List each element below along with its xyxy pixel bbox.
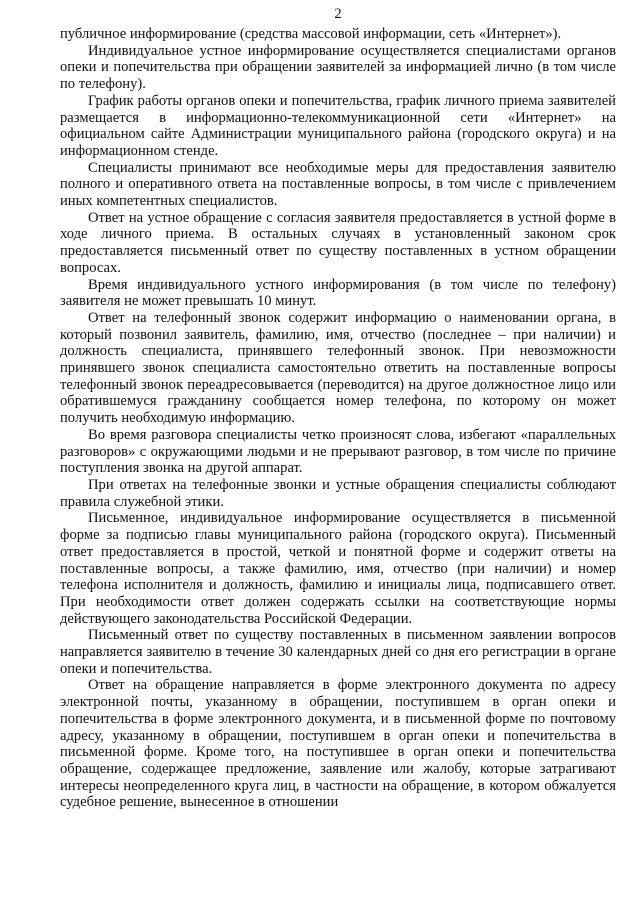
paragraph-oral-request-answer: Ответ на устное обращение с согласия заявителя предоставляется в устной форме в ходе личного приема. В остальных случаях в установленный законом срок предоставляется письменный ответ по существу поставленных в устном обращении вопросах.: [60, 209, 616, 276]
paragraph-public-informing: публичное информирование (средства массовой информации, сеть «Интернет»).: [60, 26, 562, 42]
paragraph-individual-oral: Индивидуальное устное информирование осуществляется специалистами органов опеки и попечительства при обращении заявителей за информацией лично (в том числе по телефону).: [60, 42, 616, 93]
paragraph-written-answer-term: Письменный ответ по существу поставленных в письменном заявлении вопросов направляется заявителю в течение 30 календарных дней со дня его регистрации в органе опеки и попечительства.: [60, 627, 616, 677]
paragraph-specialists-measures: Специалисты принимают все необходимые меры для предоставления заявителю полного и оперативного ответа на поставленные вопросы, в том числе с привлечением иных компетентных специалистов.: [60, 159, 616, 210]
paragraph-informing-time: Время индивидуального устного информирования (в том числе по телефону) заявителя не может превышать 10 минут.: [60, 276, 616, 310]
paragraph-service-ethics: При ответах на телефонные звонки и устные обращения специалисты соблюдают правила служебной этики.: [60, 476, 616, 510]
paragraph-phone-call-answer: Ответ на телефонный звонок содержит информацию о наименовании органа, в который позвонил заявитель, фамилию, имя, отчество (последнее – при наличии) и должность специалиста, принявшего телефонный звонок. При невозможности принявшего звонок специалиста самостоятельно ответить на поставленные вопросы телефонный звонок переадресовывается (переводится) на другое должностное лицо или обратившемуся гражданину сообщается номер телефона, по которому он может получить необходимую информацию.: [60, 309, 616, 427]
document-page: [60, 6, 616, 811]
paragraph-written-informing: Письменное, индивидуальное информирование осуществляется в письменной форме за подписью главы муниципального района (городского округа). Письменный ответ предоставляется в простой, четкой и понятной форме и содержит ответы на поставленные вопросы, а также фамилию, имя, отчество (при наличии) и номер телефона исполнителя и должность, фамилию и инициалы лица, подписавшего ответ. При необходимости ответ должен содержать ссылки на соответствующие нормы действующего законодательства Российской Федерации.: [60, 510, 616, 627]
paragraph-electronic-answer: Ответ на обращение направляется в форме электронного документа по адресу электронной почты, указанному в обращении, поступившем в орган опеки и попечительства в форме электронного документа, и в письменной форме по почтовому адресу, указанному в обращении, поступившем в орган опеки и попечительства в письменной форме. Кроме того, на поступившее в орган опеки и попечительства обращение, содержащее предложение, заявление или жалобу, которые затрагивают интересы неопределенного круга лиц, в частности на обращение, в котором обжалуется судебное решение, вынесенное в отношении: [60, 677, 616, 811]
paragraph-work-schedule: График работы органов опеки и попечительства, график личного приема заявителей размещается в информационно-телекоммуникационной сети «Интернет» на официальном сайте Администрации муниципального района (городского округа) и на информационном стенде.: [60, 92, 616, 159]
page-number: 2: [334, 6, 342, 22]
paragraph-conversation-rules: Во время разговора специалисты четко произносят слова, избегают «параллельных разговоров» с окружающими людьми и не прерывают разговор, в том числе по причине поступления звонка на другой аппарат.: [60, 426, 616, 477]
